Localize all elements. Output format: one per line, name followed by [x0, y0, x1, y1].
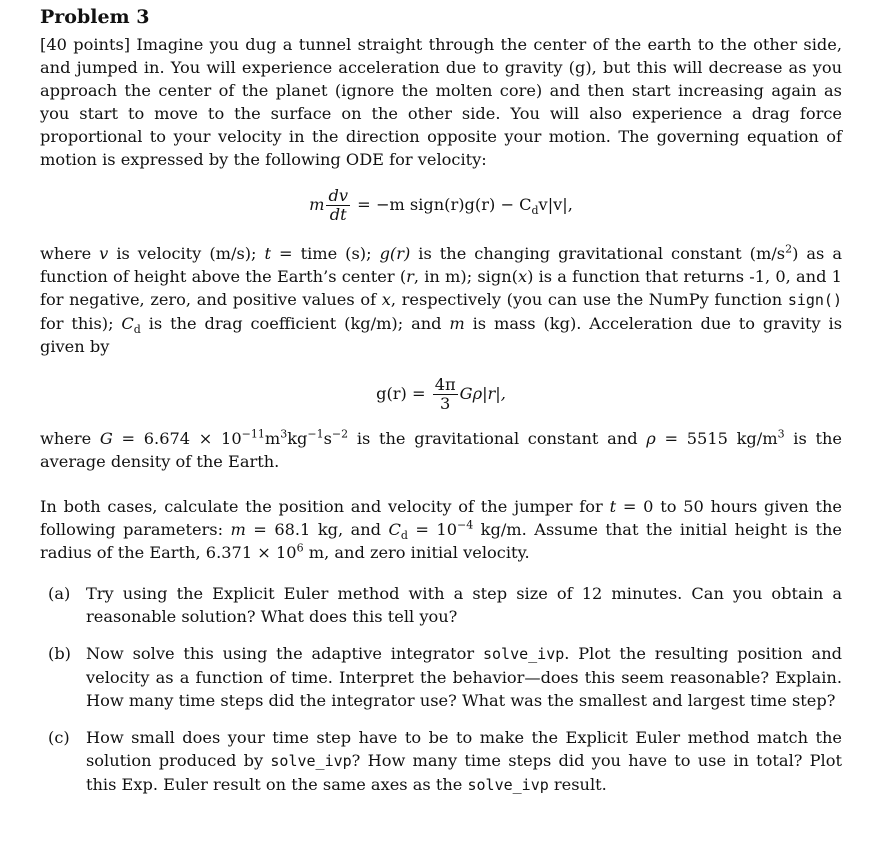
problem-page: [40, 6, 842, 811]
eq2-fraction: [433, 376, 458, 413]
solve-ivp-code: solve_ivp: [467, 776, 549, 794]
parts-list: [40, 582, 842, 797]
eq1-tail: v|v|,: [538, 195, 573, 214]
ode-equation: [40, 187, 842, 224]
where-paragraph-2: where $G = 6.674 \times 10^{-11}m^3kg^{-1}s^{-2}$ is the gravitational constant and ρ = 5515 $kg/m^3$ is the average density of the Earth.: [40, 427, 842, 471]
eq2-num: 4π: [434, 375, 456, 394]
where-paragraph-1: where v is velocity (m/s); t = time (s); g(r) is the changing gravitational constant $(m/s^2)$ as a function of height above the Earth’s center (r, in m); sign(x) is a function that returns -1, 0, and 1 for negative, zero, and positive values of x, respectively (you can use the NumPy function sign() for this); $C_d$ is the drag coefficient (kg/m); and m is mass (kg). Acceleration due to gravity is given by: [40, 242, 843, 356]
part-label: (c): [48, 728, 70, 747]
part-b: [48, 642, 842, 712]
part-a: [48, 582, 842, 628]
eq2-den: 3: [440, 394, 451, 413]
solve-ivp-code: solve_ivp: [270, 752, 352, 770]
eq1-rhs: = −m sign(r)g(r) − C: [351, 195, 532, 214]
sign-code: sign(): [787, 291, 842, 309]
part-text: Try using the Explicit Euler method with a step size of 12 minutes. Can you obtain a reasonable solution? What does this tell you?: [86, 584, 842, 626]
problem-title: Problem 3: [40, 6, 150, 28]
eq2-rhs: Gρ|r|,: [459, 384, 506, 403]
part-text: Now solve this using the adaptive integrator solve_ivp. Plot the resulting position and velocity as a function of time. Interpret the behavior—does this seem reasonable? Explain. How many time steps did the integrator use? What was the smallest and largest time step?: [86, 644, 842, 710]
eq1-sub: d: [531, 204, 539, 218]
eq1-fraction: [326, 187, 350, 224]
part-label: (a): [48, 584, 71, 603]
solve-ivp-code: solve_ivp: [483, 645, 565, 663]
part-c: [48, 726, 842, 797]
eq1-num: dv: [328, 186, 348, 205]
gravity-equation: [40, 376, 842, 413]
eq1-m: m: [309, 195, 325, 214]
part-label: (b): [48, 644, 71, 663]
eq1-den: dt: [329, 205, 347, 224]
eq2-lhs: g(r) =: [376, 384, 431, 403]
intro-paragraph: [40 points] Imagine you dug a tunnel straight through the center of the earth to the other side, and jumped in. You will experience acceleration due to gravity (g), but this will decrease as you approach the center of the planet (ignore the molten core) and then start increasing again as you start to move to the surface on the other side. You will also experience a drag force proportional to your velocity in the direction opposite your motion. The governing equation of motion is expressed by the following ODE for velocity:: [40, 35, 842, 169]
part-text: How small does your time step have to be to make the Explicit Euler method match the solution produced by solve_ivp? How many time steps did you have to use in total? Plot this Exp. Euler result on the same axes as the solve_ivp result.: [86, 728, 842, 794]
cases-paragraph: In both cases, calculate the position and velocity of the jumper for t = 0 to 50 hours given the following parameters: m = 68.1 kg, and $C_d = 10^{-4}$ kg/m. Assume that the initial height is the radius of the Earth, $6.371 \times 10^6$ m, and zero initial velocity.: [40, 497, 843, 562]
